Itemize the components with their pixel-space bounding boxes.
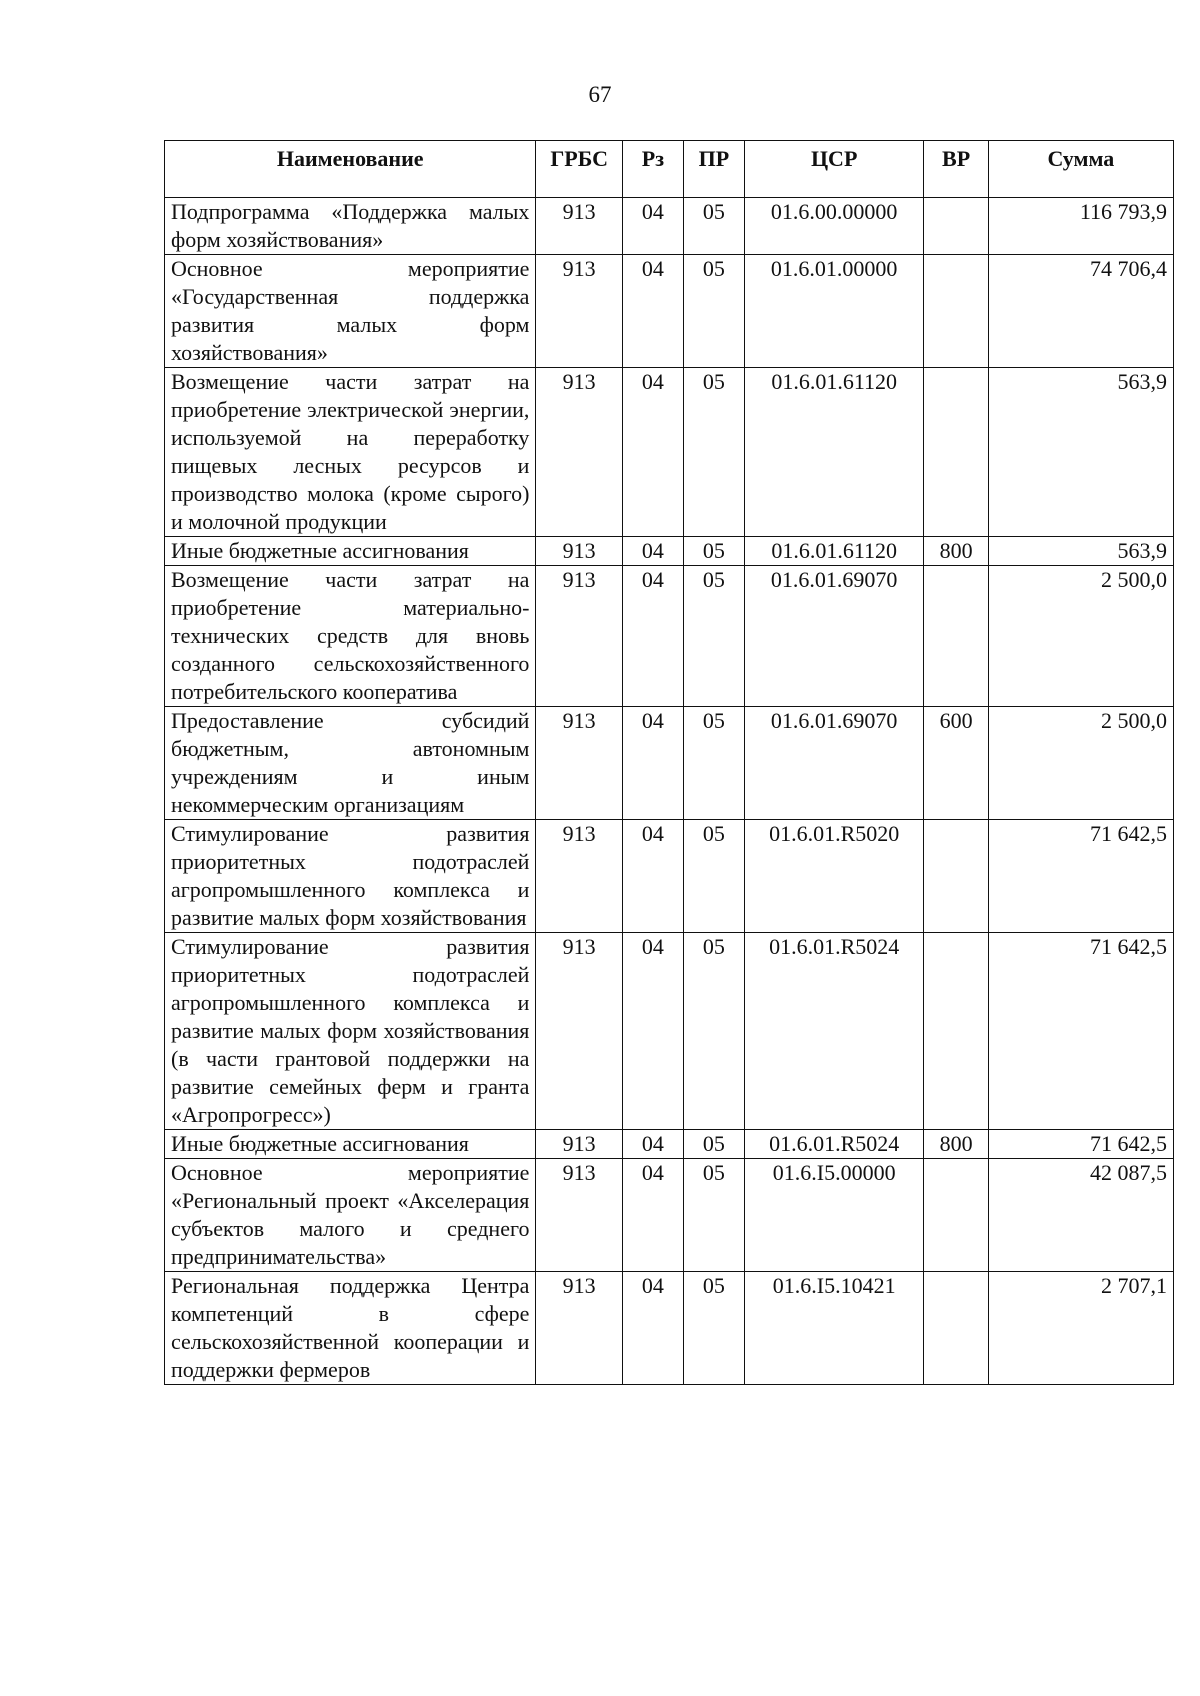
- row-vr-cell: [924, 255, 988, 368]
- row-vr-cell: [924, 933, 988, 1130]
- row-sum-cell: 2 707,1: [988, 1272, 1173, 1385]
- header-rz: Рз: [622, 141, 683, 198]
- row-csr-cell: 01.6.01.R5020: [744, 820, 924, 933]
- row-grbs-cell: 913: [536, 1272, 622, 1385]
- row-pr-cell: 05: [683, 933, 744, 1130]
- row-csr-cell: 01.6.01.00000: [744, 255, 924, 368]
- row-pr-cell: 05: [683, 198, 744, 255]
- row-vr-cell: 800: [924, 537, 988, 566]
- page-number: 67: [588, 82, 612, 107]
- table-row: [165, 1159, 1174, 1272]
- row-grbs-cell: 913: [536, 566, 622, 707]
- row-pr-cell: 05: [683, 1272, 744, 1385]
- row-sum-cell: 74 706,4: [988, 255, 1173, 368]
- row-vr-cell: [924, 566, 988, 707]
- row-csr-cell: 01.6.01.R5024: [744, 933, 924, 1130]
- table-row: [165, 198, 1174, 255]
- row-csr-cell: 01.6.00.00000: [744, 198, 924, 255]
- header-sum: Сумма: [988, 141, 1173, 198]
- row-grbs-cell: 913: [536, 368, 622, 537]
- header-grbs: ГРБС: [536, 141, 622, 198]
- row-rz-cell: 04: [622, 566, 683, 707]
- row-rz-cell: 04: [622, 1159, 683, 1272]
- row-sum-cell: 2 500,0: [988, 566, 1173, 707]
- row-name-cell: Основное мероприятие «Региональный проект «Акселерация субъектов малого и среднего предпринимательства»: [165, 1159, 536, 1272]
- row-csr-cell: 01.6.01.61120: [744, 368, 924, 537]
- table-row: [165, 255, 1174, 368]
- row-rz-cell: 04: [622, 255, 683, 368]
- row-grbs-cell: 913: [536, 255, 622, 368]
- row-grbs-cell: 913: [536, 707, 622, 820]
- row-pr-cell: 05: [683, 1130, 744, 1159]
- table-row: [165, 1272, 1174, 1385]
- table-row: [165, 1130, 1174, 1159]
- row-grbs-cell: 913: [536, 1159, 622, 1272]
- row-vr-cell: [924, 198, 988, 255]
- row-csr-cell: 01.6.01.R5024: [744, 1130, 924, 1159]
- table-body: [165, 198, 1174, 1385]
- row-csr-cell: 01.6.I5.10421: [744, 1272, 924, 1385]
- row-grbs-cell: 913: [536, 820, 622, 933]
- row-sum-cell: 71 642,5: [988, 1130, 1173, 1159]
- row-csr-cell: 01.6.01.61120: [744, 537, 924, 566]
- row-csr-cell: 01.6.01.69070: [744, 566, 924, 707]
- row-vr-cell: 600: [924, 707, 988, 820]
- row-pr-cell: 05: [683, 537, 744, 566]
- header-name: Наименование: [165, 141, 536, 198]
- row-pr-cell: 05: [683, 368, 744, 537]
- table-row: [165, 566, 1174, 707]
- table-row: [165, 933, 1174, 1130]
- row-pr-cell: 05: [683, 1159, 744, 1272]
- row-vr-cell: [924, 1159, 988, 1272]
- header-pr: ПР: [683, 141, 744, 198]
- row-name-cell: Региональная поддержка Центра компетенций в сфере сельскохозяйственной кооперации и поддержки фермеров: [165, 1272, 536, 1385]
- budget-table: [164, 140, 1174, 1385]
- table-row: [165, 368, 1174, 537]
- row-vr-cell: [924, 1272, 988, 1385]
- row-rz-cell: 04: [622, 368, 683, 537]
- table-row: [165, 537, 1174, 566]
- row-rz-cell: 04: [622, 707, 683, 820]
- row-name-cell: Возмещение части затрат на приобретение электрической энергии, используемой на переработку пищевых лесных ресурсов и производство молока (кроме сырого) и молочной продукции: [165, 368, 536, 537]
- row-name-cell: Стимулирование развития приоритетных подотраслей агропромышленного комплекса и развитие малых форм хозяйствования: [165, 820, 536, 933]
- row-grbs-cell: 913: [536, 198, 622, 255]
- row-grbs-cell: 913: [536, 1130, 622, 1159]
- header-vr: ВР: [924, 141, 988, 198]
- row-name-cell: Стимулирование развития приоритетных подотраслей агропромышленного комплекса и развитие малых форм хозяйствования (в части грантовой поддержки на развитие семейных ферм и гранта «Агропрогресс»): [165, 933, 536, 1130]
- row-pr-cell: 05: [683, 566, 744, 707]
- row-name-cell: Возмещение части затрат на приобретение материально-технических средств для вновь созданного сельскохозяйственного потребительского кооператива: [165, 566, 536, 707]
- row-sum-cell: 2 500,0: [988, 707, 1173, 820]
- header-row: [165, 141, 1174, 198]
- row-sum-cell: 71 642,5: [988, 820, 1173, 933]
- row-name-cell: Предоставление субсидий бюджетным, автономным учреждениям и иным некоммерческим организациям: [165, 707, 536, 820]
- row-sum-cell: 71 642,5: [988, 933, 1173, 1130]
- row-name-cell: Основное мероприятие «Государственная поддержка развития малых форм хозяйствования»: [165, 255, 536, 368]
- row-vr-cell: [924, 368, 988, 537]
- row-csr-cell: 01.6.01.69070: [744, 707, 924, 820]
- row-rz-cell: 04: [622, 198, 683, 255]
- table-row: [165, 707, 1174, 820]
- row-sum-cell: 116 793,9: [988, 198, 1173, 255]
- row-rz-cell: 04: [622, 1272, 683, 1385]
- row-name-cell: Иные бюджетные ассигнования: [165, 537, 536, 566]
- header-csr: ЦСР: [744, 141, 924, 198]
- row-pr-cell: 05: [683, 820, 744, 933]
- table-row: [165, 820, 1174, 933]
- row-vr-cell: 800: [924, 1130, 988, 1159]
- row-rz-cell: 04: [622, 820, 683, 933]
- row-vr-cell: [924, 820, 988, 933]
- row-grbs-cell: 913: [536, 933, 622, 1130]
- row-pr-cell: 05: [683, 707, 744, 820]
- row-pr-cell: 05: [683, 255, 744, 368]
- row-rz-cell: 04: [622, 933, 683, 1130]
- row-sum-cell: 42 087,5: [988, 1159, 1173, 1272]
- row-name-cell: Иные бюджетные ассигнования: [165, 1130, 536, 1159]
- row-csr-cell: 01.6.I5.00000: [744, 1159, 924, 1272]
- row-sum-cell: 563,9: [988, 368, 1173, 537]
- row-sum-cell: 563,9: [988, 537, 1173, 566]
- row-grbs-cell: 913: [536, 537, 622, 566]
- row-rz-cell: 04: [622, 1130, 683, 1159]
- row-name-cell: Подпрограмма «Поддержка малых форм хозяйствования»: [165, 198, 536, 255]
- row-rz-cell: 04: [622, 537, 683, 566]
